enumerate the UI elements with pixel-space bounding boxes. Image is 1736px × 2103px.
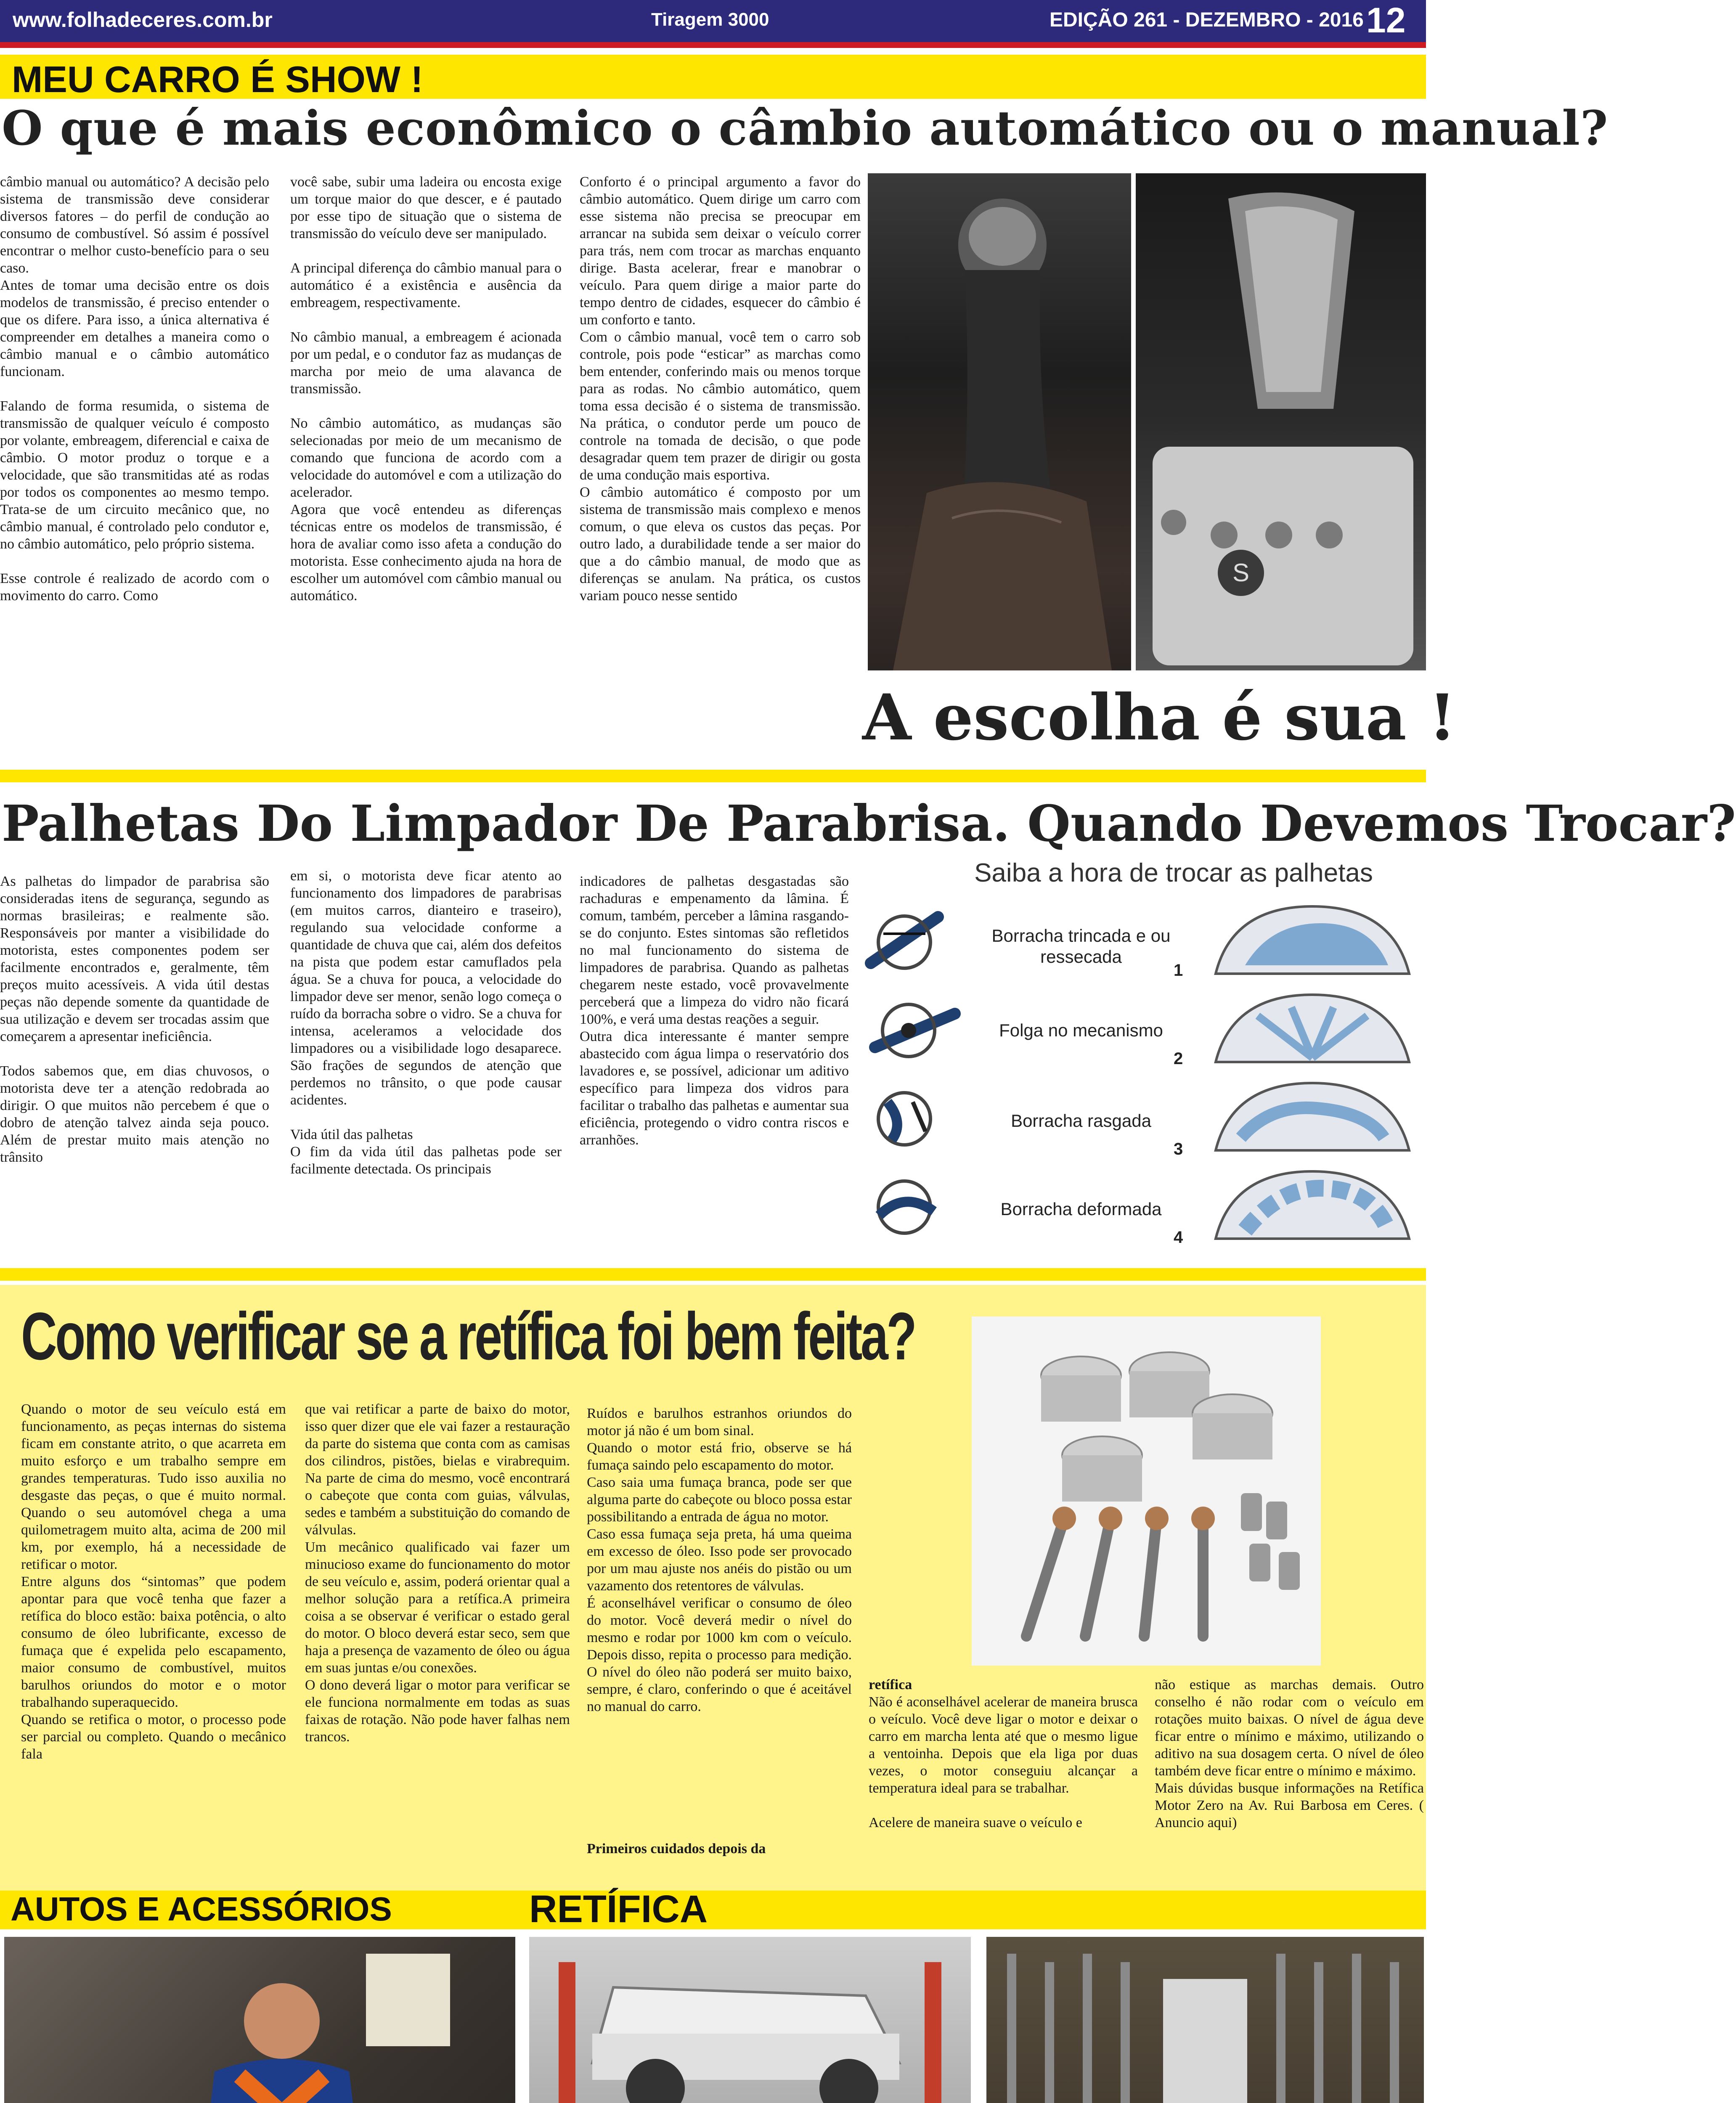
article1-col2: você sabe, subir uma ladeira ou encosta exige um torque maior do que descer, e é pautado por esse tipo de situação que o sistema de transmissão do veículo deve ser manipulado. A principal diferença do câmbio manual para o automático é a existência e ausência da embreagem, respectivamente. No câmbio manual, a embreagem é acionada por um pedal, e o condutor faz as mudanças de marcha por meio de uma alavanca de transmissão. No câmbio automático, as mudanças são selecionadas por meio de um mecanismo de comando que funciona de acordo com a velocidade do automóvel e com a utilização do acelerador. Agora que você entendeu as diferenças técnicas entre os modelos de transmissão, é hora de avaliar como isso afeta a condução do motorista. Esse conhecimento ajuda na hora de escolher um automóvel com câmbio manual ou automático. <box>290 174 562 604</box>
article2-col2: em si, o motorista deve ficar atento ao funcionamento dos limpadores de parabrisas (em muitos carros, dianteiro e traseiro), regulando sua velocidade conforme a quantidade de chuva que cai, além dos defeitos na pista que podem estar camuflados pela água. Se a chuva for pouca, a velocidade do limpador deve ser menor, senão logo começa o ruído da borracha sobre o vidro. Se a chuva for intensa, aceleramos a velocidade dos limpadores ou a visibilidade logo desaparece. São frações de segundos de atenção que perdemos no trânsito, o que pode causar acidentes. Vida útil das palhetas O fim da vida útil das palhetas pode ser facilmente detectada. Os principais <box>290 868 562 1177</box>
car-lift-illustration <box>529 1937 971 2103</box>
header-red-line <box>0 42 1426 48</box>
wiper-label-4: Borracha deformada <box>1000 1199 1162 1219</box>
site-url[interactable]: www.folhadeceres.com.br <box>13 8 273 32</box>
windshield-icon <box>1207 1163 1418 1247</box>
wiper-number-3: 3 <box>1174 1140 1183 1158</box>
article3-col1: Quando o motor de seu veículo está em funcionamento, as peças internas do sistema ficam em constante atrito, o que acarreta em muito esforço e um trabalho sempre em grandes temperaturas. Tudo isso auxilia no desgaste das peças, o que é muito normal. Quando o seu automóvel chega a uma quilometragem muito alta, acima de 200 mil km, por exemplo, há a necessidade de retificar o motor. Entre alguns dos “sintomas” que podem apontar para que você tenha que fazer a retífica do bloco estão: baixa potência, o alto consumo de óleo lubrificante, excesso de fumaça que é expelida pelo escapamento, maior consumo de combustível, muitos barulhos oriundos do motor e o motor trabalhando superaquecido. Quando se retifica o motor, o processo pode ser parcial ou completo. Quando o mecânico fala <box>21 1401 286 1762</box>
pistons-illustration <box>972 1316 1321 1666</box>
article2-headline: Palhetas Do Limpador De Parabrisa. Quando Devemos Trocar? <box>2 794 1736 853</box>
windshield-icon <box>1207 986 1418 1070</box>
article1-tagline: A escolha é sua ! <box>862 681 1456 755</box>
article3-headline: Como verificar se a retífica foi bem feita? <box>21 1298 915 1374</box>
tiragem: Tiragem 3000 <box>651 9 769 30</box>
crankshafts-photo <box>986 1937 1424 2103</box>
article2-col1: As palhetas do limpador de parabrisa são consideradas itens de segurança, segundo as normas brasileiras; e realmente são. Responsáveis por manter a visibilidade do motorista, estes componentes podem ser facilmente encontrados e, geralmente, têm preços muito acessíveis. A vida útil destas peças não depende somente da quantidade de sua utilização e devem ser trocadas assim que começarem a apresentar ineficiência. Todos sabemos que, em dias chuvosos, o motorista deve ter a atenção redobrada ao dirigir. O que muitos não percebem é que o dobro de atenção talvez ainda seja pouco. Além de prestar muito mais atenção no trânsito <box>0 874 269 1165</box>
article2-col3: indicadores de palhetas desgastadas são rachaduras e empenamento da lâmina. É comum, também, perceber a lâmina rasgando-se do conjunto. Estes sintomas são refletidos no mal funcionamento do sistema de limpadores de parabrisa. Quando as palhetas chegarem neste estado, você provavelmente perceberá que a limpeza do vidro não ficará 100%, e verá uma destas reações a seguir. Outra dica interessante é manter sempre abastecido com água limpa o reservatório dos lavadores e, se possível, adicionar um aditivo específico para limpeza dos vidros para facilitar o trabalho das palhetas e aumentar sua eficiência, protegendo o vidro contra riscos e arranhões. <box>580 874 849 1148</box>
wiper-number-1: 1 <box>1174 961 1183 980</box>
mechanic-illustration <box>4 1937 515 2103</box>
wiper-number-2: 2 <box>1174 1049 1183 1068</box>
manual-gearshift-illustration <box>868 173 1131 670</box>
automatic-gearshift-photo <box>1136 173 1426 670</box>
windshield-icon <box>1207 1075 1418 1159</box>
article1-headline: O que é mais econômico o câmbio automático ou o manual? <box>2 101 1609 156</box>
ad-label-right: RETÍFICA <box>529 1888 708 1931</box>
car-lift-photo <box>529 1937 971 2103</box>
ad-label-left: AUTOS E ACESSÓRIOS <box>11 1890 392 1928</box>
wiper-diagram <box>854 858 1426 1258</box>
article3-col4: Não é aconselhável acelerar de maneira brusca o veículo. Você deve ligar o motor e deixar o carro em marcha lenta até que o mesmo ligue a ventoinha. Depois que ela liga por duas vezes, o motor conseguiu alcançar a temperatura ideal para se trabalhar. Acelere de maneira suave o veículo e <box>869 1694 1138 1830</box>
divider-1 <box>0 770 1426 782</box>
article3-col5: não estique as marchas demais. Outro conselho é não rodar com o veículo em rotações muito baixas. O nível de água deve ficar entre o mínimo e máximo, utilizando o aditivo na sua dosagem certa. O nível de óleo também deve ficar entre o mínimo e máximo. Mais dúvidas busque informações na Retífica Motor Zero na Av. Rui Barbosa em Ceres. ( Anuncio aqui) <box>1155 1677 1424 1830</box>
wiper-label-2: Folga no mecanismo <box>999 1020 1163 1040</box>
section-label: MEU CARRO É SHOW ! <box>12 58 423 100</box>
mechanic-photo <box>4 1937 515 2103</box>
header-bar <box>0 0 1426 42</box>
divider-2 <box>0 1268 1426 1281</box>
wiper-number-4: 4 <box>1174 1228 1183 1247</box>
automatic-gearshift-illustration <box>1136 173 1426 670</box>
wiper-label-3: Borracha rasgada <box>1011 1111 1151 1131</box>
edition: EDIÇÃO 261 - DEZEMBRO - 2016 <box>1050 9 1364 31</box>
article1-col3: Conforto é o principal argumento a favor do câmbio automático. Quem dirige um carro com esse sistema não precisa se preocupar em arrancar na subida sem deixar o veículo correr para trás, nem com trocar as marchas enquanto dirige. Basta acelerar, frear e manobrar o veículo. Para quem dirige a maior parte do tempo dentro de cidades, esquecer do câmbio é um conforto e tanto. Com o câmbio manual, você tem o carro sob controle, pois pode “esticar” as marchas como bem entender, conferindo mais ou menos torque para as rodas. No câmbio automático, quem toma essa decisão é o sistema de transmissão. Na prática, o condutor perde um pouco de controle na tomada de decisão, o que pode desagradar quem tem prazer de dirigir ou gosta de uma condução mais esportiva. O câmbio automático é composto por um sistema de transmissão mais complexo e menos comum, o que eleva os custos das peças. Por outro lado, a durabilidade tende a ser maior do que a do câmbio manual, de modo que as diferenças se anulam. Na prática, os custos variam pouco nesse sentido <box>580 174 861 604</box>
svg-text:S: S <box>1232 559 1250 587</box>
article3-col3: Ruídos e barulhos estranhos oriundos do motor já não é um bom sinal. Quando o motor está frio, observe se há fumaça saindo pelo escapamento do motor. Caso saia uma fumaça branca, pode ser que alguma parte do cabeçote ou bloco possa estar possibilitando a entrada de água no motor. Caso essa fumaça seja preta, há uma queima em excesso de óleo. Isso pode ser provocado por um mau ajuste nos anéis do pistão ou um vazamento dos retentores de válvulas. É aconselhável verificar o consumo de óleo do motor. Você deverá medir o nível do mesmo e rodar por 1000 km com o veículo. Depois disso, repita o processo para medição. O nível do óleo não poderá ser muito baixo, sempre, é claro, conferindo o que é aceitável no manual do carro. <box>587 1406 852 1714</box>
windshield-icon <box>1207 898 1418 982</box>
pistons-photo <box>972 1316 1321 1666</box>
section-band <box>0 55 1426 99</box>
article3-col2: que vai retificar a parte de baixo do motor, isso quer dizer que ele vai fazer a restauração da parte do sistema que conta com as camisas dos cilindros, pistões, bielas e virabrequim. Na parte de cima do mesmo, você encontrará o cabeçote que conta com guias, válvulas, sedes e também a substituição do comando de válvulas. Um mecânico qualificado vai fazer um minucioso exame do funcionamento do motor de seu veículo e, assim, poderá orientar qual a melhor solução para a retífica.A primeira coisa a se observar é verificar o estado geral do motor. O bloco deverá estar seco, sem que haja a presença de vazamento de óleo ou água em suas juntas e/ou conexões. O dono deverá ligar o motor para verificar se ele funciona normalmente em todas as suas faixas de rotação. Não pode haver falhas nem trancos. <box>305 1401 570 1745</box>
wiper-diagram-title: Saiba a hora de trocar as palhetas <box>974 858 1373 887</box>
article3-col3-subhead: Primeiros cuidados depois da <box>587 1841 766 1857</box>
wiper-label-1: Borracha trincada e ou ressecada <box>991 926 1171 967</box>
article1-col1: câmbio manual ou automático? A decisão pelo sistema de transmissão deve considerar diversos fatores – do perfil de condução ao consumo de combustível. Só assim é possível encontrar o melhor custo-benefício para o seu caso. Antes de tomar uma decisão entre os dois modelos de transmissão, é preciso entender o que os difere. Para isso, a única alternativa é compreender em detalhes a maneira como o câmbio manual e o câmbio automático funcionam. Falando de forma resumida, o sistema de transmissão de qualquer veículo é composto por volante, embreagem, diferencial e caixa de câmbio. O motor produz o torque e a velocidade, que são transmitidas até as rodas por todos os componentes ao mesmo tempo. Trata-se de um circuito mecânico que, no câmbio manual, é controlado pelo condutor e, no câmbio automático, pelo próprio sistema. Esse controle é realizado de acordo com o movimento do carro. Como <box>0 174 269 604</box>
manual-gearshift-photo <box>868 173 1131 670</box>
article3-col4-subhead: retífica <box>869 1677 912 1692</box>
page-number: 12 <box>1366 0 1406 40</box>
crankshafts-illustration <box>986 1937 1424 2103</box>
